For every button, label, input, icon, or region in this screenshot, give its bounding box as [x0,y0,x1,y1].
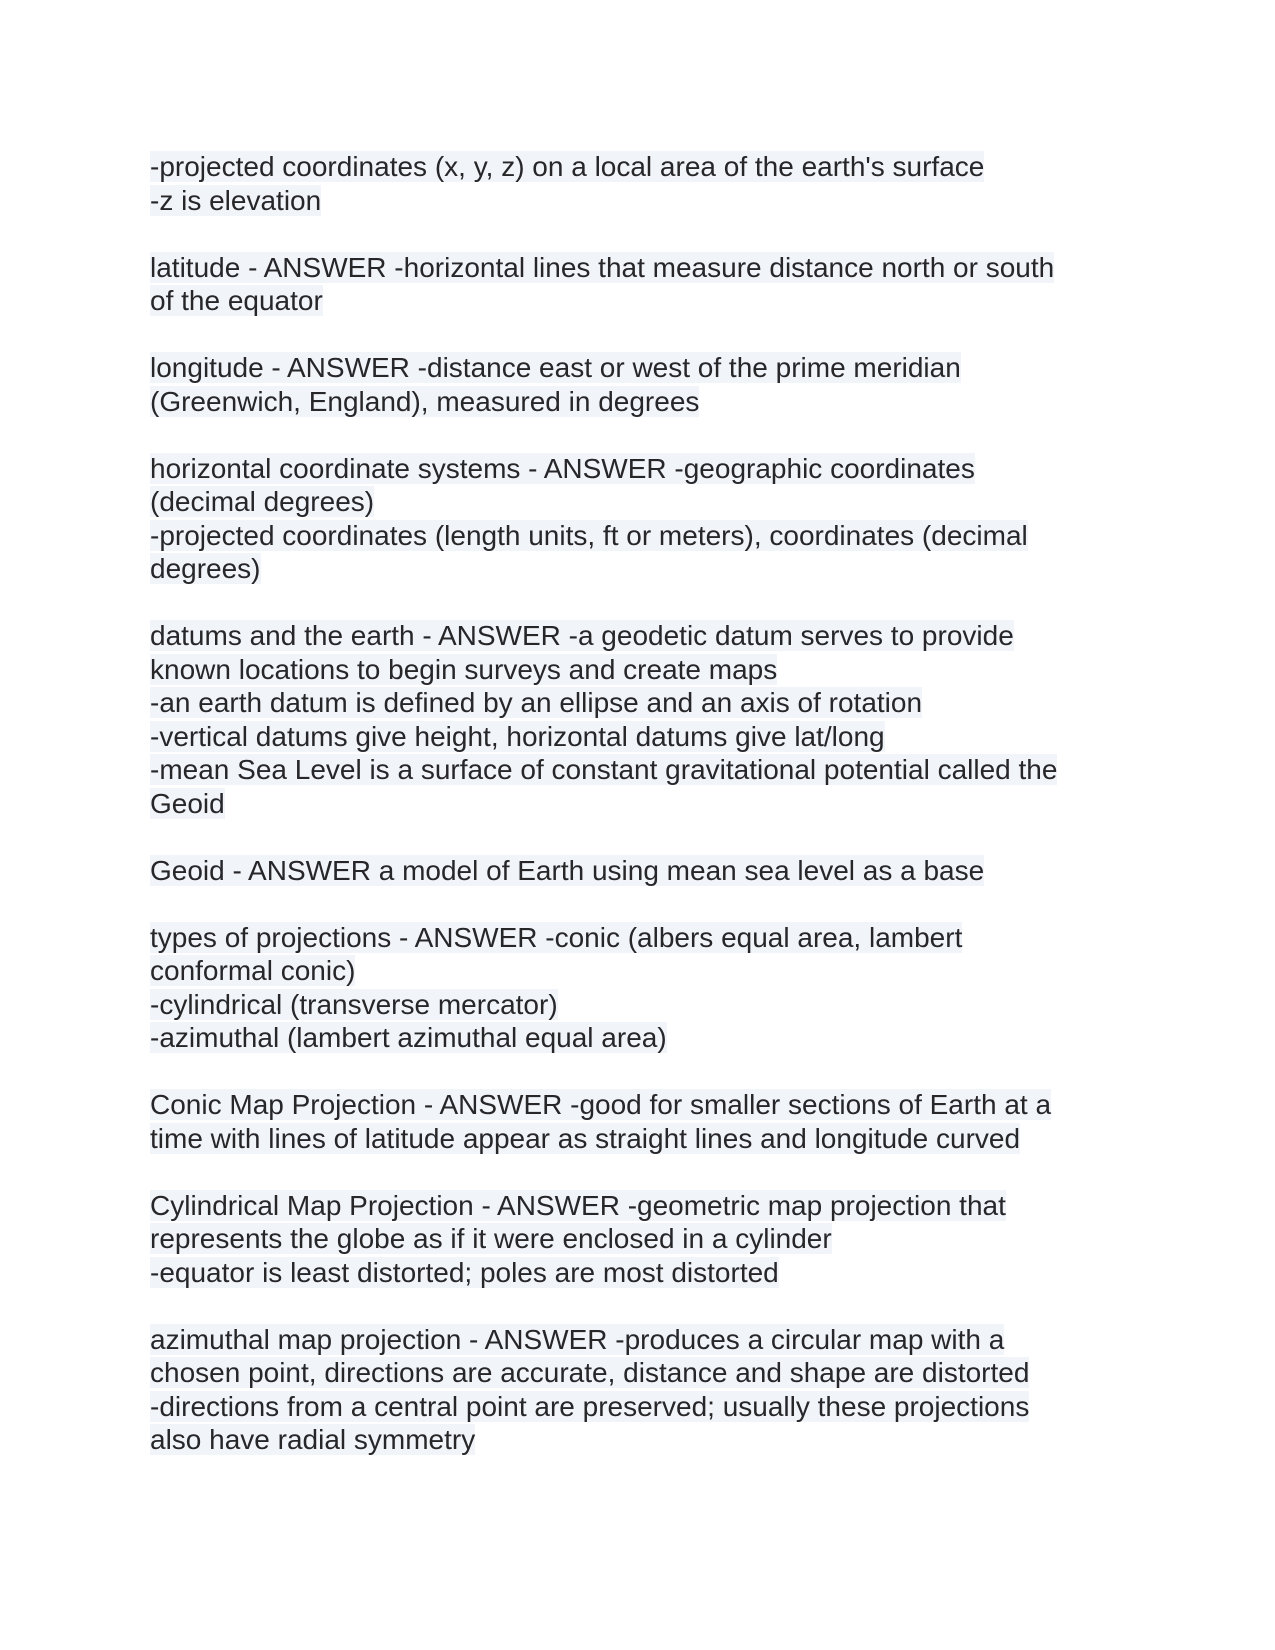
line-text: -directions from a central point are preserved; usually these projections [150,1390,1030,1422]
line-text: also have radial symmetry [150,1424,476,1455]
text-line [150,284,1150,318]
line-text: -projected coordinates (x, y, z) on a local area of the earth's surface [150,151,985,182]
text-line [150,1423,1150,1457]
line-text: -projected coordinates (length units, ft or meters), coordinates (decimal [150,519,1028,551]
line-text: conformal conic) [150,955,356,986]
line-text: -vertical datums give height, horizontal datums give lat/long [150,720,885,752]
line-text: -mean Sea Level is a surface of constant gravitational potential called the [150,754,1058,785]
text-line [150,1256,1150,1290]
text-line [150,150,1150,184]
text-line [150,519,1150,553]
text-line [150,552,1150,586]
text-line [150,452,1150,486]
line-text: chosen point, directions are accurate, distance and shape are distorted [150,1357,1030,1388]
text-line [150,1323,1150,1357]
text-line [150,351,1150,385]
text-line [150,1390,1150,1424]
qa-entry [150,150,1150,217]
text-line [150,1088,1150,1122]
text-line [150,686,1150,720]
text-line [150,1189,1150,1223]
qa-entry [150,251,1150,318]
qa-entry [150,452,1150,586]
qa-entry [150,351,1150,418]
line-text: -z is elevation [150,184,322,216]
line-text: -cylindrical (transverse mercator) [150,988,558,1020]
qa-entry [150,854,1150,888]
text-line [150,720,1150,754]
text-line [150,954,1150,988]
line-text: Conic Map Projection - ANSWER -good for smaller sections of Earth at a [150,1089,1052,1120]
qa-entry [150,619,1150,820]
line-text: -equator is least distorted; poles are most distorted [150,1256,779,1288]
text-line [150,921,1150,955]
text-line [150,485,1150,519]
text-line [150,787,1150,821]
qa-entry [150,1323,1150,1457]
text-line [150,1122,1150,1156]
text-line [150,385,1150,419]
qa-entry [150,1088,1150,1155]
line-text: time with lines of latitude appear as straight lines and longitude curved [150,1122,1021,1154]
document-body [150,150,1150,1490]
text-line [150,619,1150,653]
line-text: (Greenwich, England), measured in degrees [150,385,700,417]
text-line [150,251,1150,285]
line-text: (decimal degrees) [150,486,375,517]
text-line [150,1222,1150,1256]
text-line [150,1356,1150,1390]
qa-entry [150,921,1150,1055]
line-text: degrees) [150,553,261,584]
line-text: Geoid - ANSWER a model of Earth using mean sea level as a base [150,854,985,886]
line-text: -an earth datum is defined by an ellipse and an axis of rotation [150,687,923,718]
text-line [150,988,1150,1022]
line-text: datums and the earth - ANSWER -a geodetic datum serves to provide [150,620,1014,651]
text-line [150,184,1150,218]
text-line [150,653,1150,687]
text-line [150,753,1150,787]
line-text: Geoid [150,787,225,819]
line-text: known locations to begin surveys and create maps [150,653,778,685]
line-text: of the equator [150,285,323,316]
line-text: longitude - ANSWER -distance east or west of the prime meridian [150,352,961,383]
text-line [150,854,1150,888]
line-text: horizontal coordinate systems - ANSWER -geographic coordinates [150,452,975,484]
qa-entry [150,1189,1150,1290]
line-text: latitude - ANSWER -horizontal lines that measure distance north or south [150,251,1055,283]
line-text: Cylindrical Map Projection - ANSWER -geometric map projection that [150,1189,1006,1221]
text-line [150,1021,1150,1055]
line-text: types of projections - ANSWER -conic (albers equal area, lambert [150,921,963,953]
line-text: azimuthal map projection - ANSWER -produces a circular map with a [150,1323,1005,1355]
line-text: -azimuthal (lambert azimuthal equal area) [150,1022,667,1053]
line-text: represents the globe as if it were enclosed in a cylinder [150,1223,832,1254]
